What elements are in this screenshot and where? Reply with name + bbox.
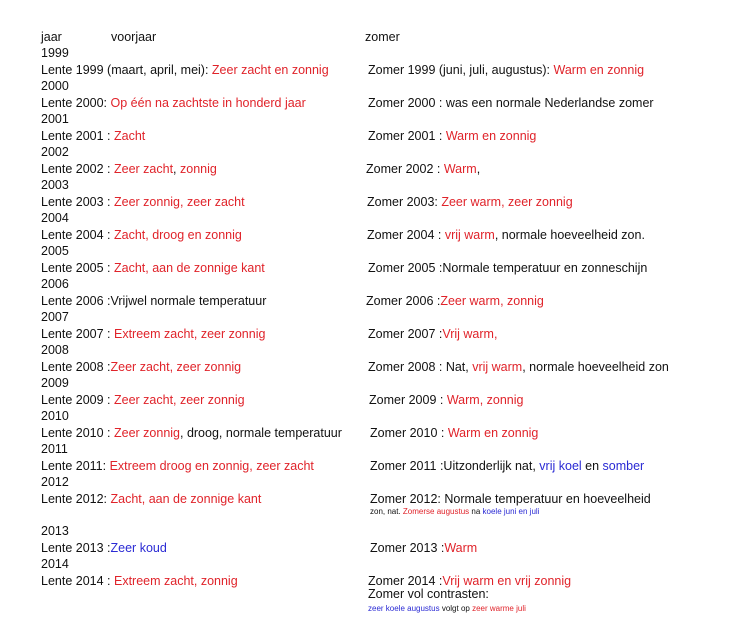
header-jaar: jaar (41, 30, 62, 44)
text-run: Zomer 2009 : (369, 393, 447, 407)
colored-text-run: Zeer zacht, zeer zonnig (110, 360, 242, 374)
text-run: Lente 2011: (41, 459, 110, 473)
colored-text-run: vrij warm (444, 228, 495, 242)
summer-entry (368, 62, 644, 78)
summer-entry (368, 326, 497, 342)
text-run: , (173, 162, 180, 176)
text-run: , (476, 162, 481, 176)
colored-text-run: Warm en zonnig (553, 63, 645, 77)
spring-entry (41, 359, 241, 375)
colored-text-run: Zeer zacht en zonnig (211, 63, 329, 77)
colored-text-run: Zeer zacht, zeer zonnig (113, 393, 245, 407)
colored-text-run: vrij warm (472, 360, 523, 374)
colored-text-run: Vrij warm en vrij zonnig (442, 574, 572, 588)
year-label: 2009 (41, 376, 69, 390)
summer-entry (370, 458, 644, 474)
text-run: volgt op (439, 604, 473, 613)
colored-text-run: somber (602, 459, 645, 473)
year-label: 2003 (41, 178, 69, 192)
year-label: 1999 (41, 46, 69, 60)
text-run: Lente 2008 : (41, 360, 111, 374)
spring-entry (41, 194, 245, 210)
summer-entry (367, 194, 573, 210)
summer-entry (368, 359, 669, 375)
colored-text-run: Zacht (113, 129, 146, 143)
colored-text-run: Zeer zacht (113, 162, 174, 176)
text-run: Lente 1999 (maart, april, mei): (41, 63, 212, 77)
summer-entry (366, 161, 480, 177)
text-run: Zomer 2014 : (368, 574, 443, 588)
spring-entry (41, 227, 242, 243)
year-label: 2010 (41, 409, 69, 423)
colored-text-run: vrij koel (539, 459, 582, 473)
colored-text-run: Warm (443, 162, 477, 176)
text-run: Lente 2010 : (41, 426, 114, 440)
text-run: Lente 2009 : (41, 393, 114, 407)
colored-text-run: Zeer zonnig (113, 426, 180, 440)
year-label: 2001 (41, 112, 69, 126)
year-label: 2011 (41, 442, 68, 456)
text-run: zon, nat. (370, 507, 403, 516)
text-run: Lente 2000: (41, 96, 111, 110)
colored-text-run: Warm en zonnig (445, 129, 537, 143)
spring-entry (41, 128, 145, 144)
text-run: Zomer 2003: (367, 195, 442, 209)
colored-text-run: Zacht, aan de zonnige kant (113, 261, 265, 275)
header-zomer: zomer (365, 30, 400, 44)
year-label: 2006 (41, 277, 69, 291)
colored-text-run: Extreem droog en zonnig, zeer zacht (109, 459, 314, 473)
summer-entry (367, 227, 645, 243)
text-run: , normale hoeveelheid zon (522, 360, 669, 374)
colored-text-run: koele juni en juli (482, 507, 540, 516)
colored-text-run: Warm en zonnig (447, 426, 539, 440)
text-run: Lente 2001 : (41, 129, 114, 143)
contrast-title (368, 586, 489, 602)
text-run: Zomer 2013 : (370, 541, 445, 555)
text-run: Lente 2005 : (41, 261, 114, 275)
year-label: 2012 (41, 475, 69, 489)
text-run: Zomer 2011 :Uitzonderlijk nat, (370, 459, 540, 473)
colored-text-run: Zeer koud (110, 541, 167, 555)
spring-entry (41, 293, 266, 309)
text-run: na (469, 507, 483, 516)
year-label: 2007 (41, 310, 69, 324)
text-run: Zomer 2005 :Normale temperatuur en zonneschijn (368, 261, 648, 275)
text-run: Lente 2014 : (41, 574, 114, 588)
text-run: Lente 2003 : (41, 195, 114, 209)
text-run: , droog, normale temperatuur (180, 426, 342, 440)
colored-text-run: Zeer zonnig, zeer zacht (113, 195, 245, 209)
colored-text-run: Zacht, aan de zonnige kant (110, 492, 262, 506)
text-run: Zomer 2010 : (370, 426, 448, 440)
summer-entry (366, 293, 544, 309)
colored-text-run: Warm (444, 541, 478, 555)
spring-entry (41, 573, 238, 589)
text-run: Lente 2012: (41, 492, 111, 506)
spring-entry (41, 260, 265, 276)
spring-entry (41, 62, 329, 78)
header-voorjaar: voorjaar (111, 30, 157, 44)
spring-entry (41, 95, 306, 111)
colored-text-run: Extreem zacht, zonnig (113, 574, 238, 588)
text-run: Zomer 2001 : (368, 129, 446, 143)
text-run: Zomer 2007 : (368, 327, 443, 341)
text-run: Lente 2006 :Vrijwel normale temperatuur (41, 294, 267, 308)
colored-text-run: zonnig (180, 162, 217, 176)
year-label: 2000 (41, 79, 69, 93)
year-label: 2002 (41, 145, 69, 159)
text-run: Lente 2007 : (41, 327, 114, 341)
note-2012 (370, 507, 539, 517)
year-label: 2004 (41, 211, 69, 225)
spring-entry (41, 540, 167, 556)
spring-entry (41, 491, 261, 507)
text-run: en (581, 459, 603, 473)
text-run: Zomer 2008 : Nat, (368, 360, 473, 374)
spring-entry (41, 392, 245, 408)
summer-entry (370, 425, 538, 441)
year-label: 2008 (41, 343, 69, 357)
text-run: Lente 2002 : (41, 162, 114, 176)
colored-text-run: Zomerse augustus (402, 507, 470, 516)
text-run: Zomer 2004 : (367, 228, 445, 242)
text-run: , normale hoeveelheid zon. (494, 228, 645, 242)
text-run: Zomer 2000 : was een normale Nederlandse zomer (368, 96, 654, 110)
text-run: Lente 2013 : (41, 541, 111, 555)
summer-entry (370, 540, 477, 556)
contrast-line (368, 604, 526, 614)
text-run: Zomer 2012: Normale temperatuur en hoeveelheid (370, 492, 651, 506)
colored-text-run: Zacht, droog en zonnig (113, 228, 242, 242)
colored-text-run: Extreem zacht, zeer zonnig (113, 327, 266, 341)
colored-text-run: zeer koele augustus (368, 604, 440, 613)
colored-text-run: Zeer warm, zonnig (440, 294, 544, 308)
spring-entry (41, 425, 342, 441)
text-run: Zomer 1999 (juni, juli, augustus): (368, 63, 554, 77)
summer-entry (368, 260, 647, 276)
spring-entry (41, 326, 265, 342)
spring-entry (41, 458, 314, 474)
summer-entry (369, 392, 523, 408)
text-run: Zomer vol contrasten: (368, 587, 489, 601)
summer-entry (370, 491, 651, 507)
summer-entry (368, 128, 536, 144)
colored-text-run: Vrij warm, (442, 327, 498, 341)
text-run: Zomer 2002 : (366, 162, 444, 176)
year-label: 2005 (41, 244, 69, 258)
summer-entry (368, 95, 654, 111)
text-run: Zomer 2006 : (366, 294, 441, 308)
spring-entry (41, 161, 217, 177)
text-run: Lente 2004 : (41, 228, 114, 242)
colored-text-run: zeer warme juli (472, 604, 526, 613)
colored-text-run: Op één na zachtste in honderd jaar (110, 96, 306, 110)
colored-text-run: Warm, zonnig (446, 393, 524, 407)
colored-text-run: Zeer warm, zeer zonnig (441, 195, 573, 209)
year-label: 2014 (41, 557, 69, 571)
year-label: 2013 (41, 524, 69, 538)
